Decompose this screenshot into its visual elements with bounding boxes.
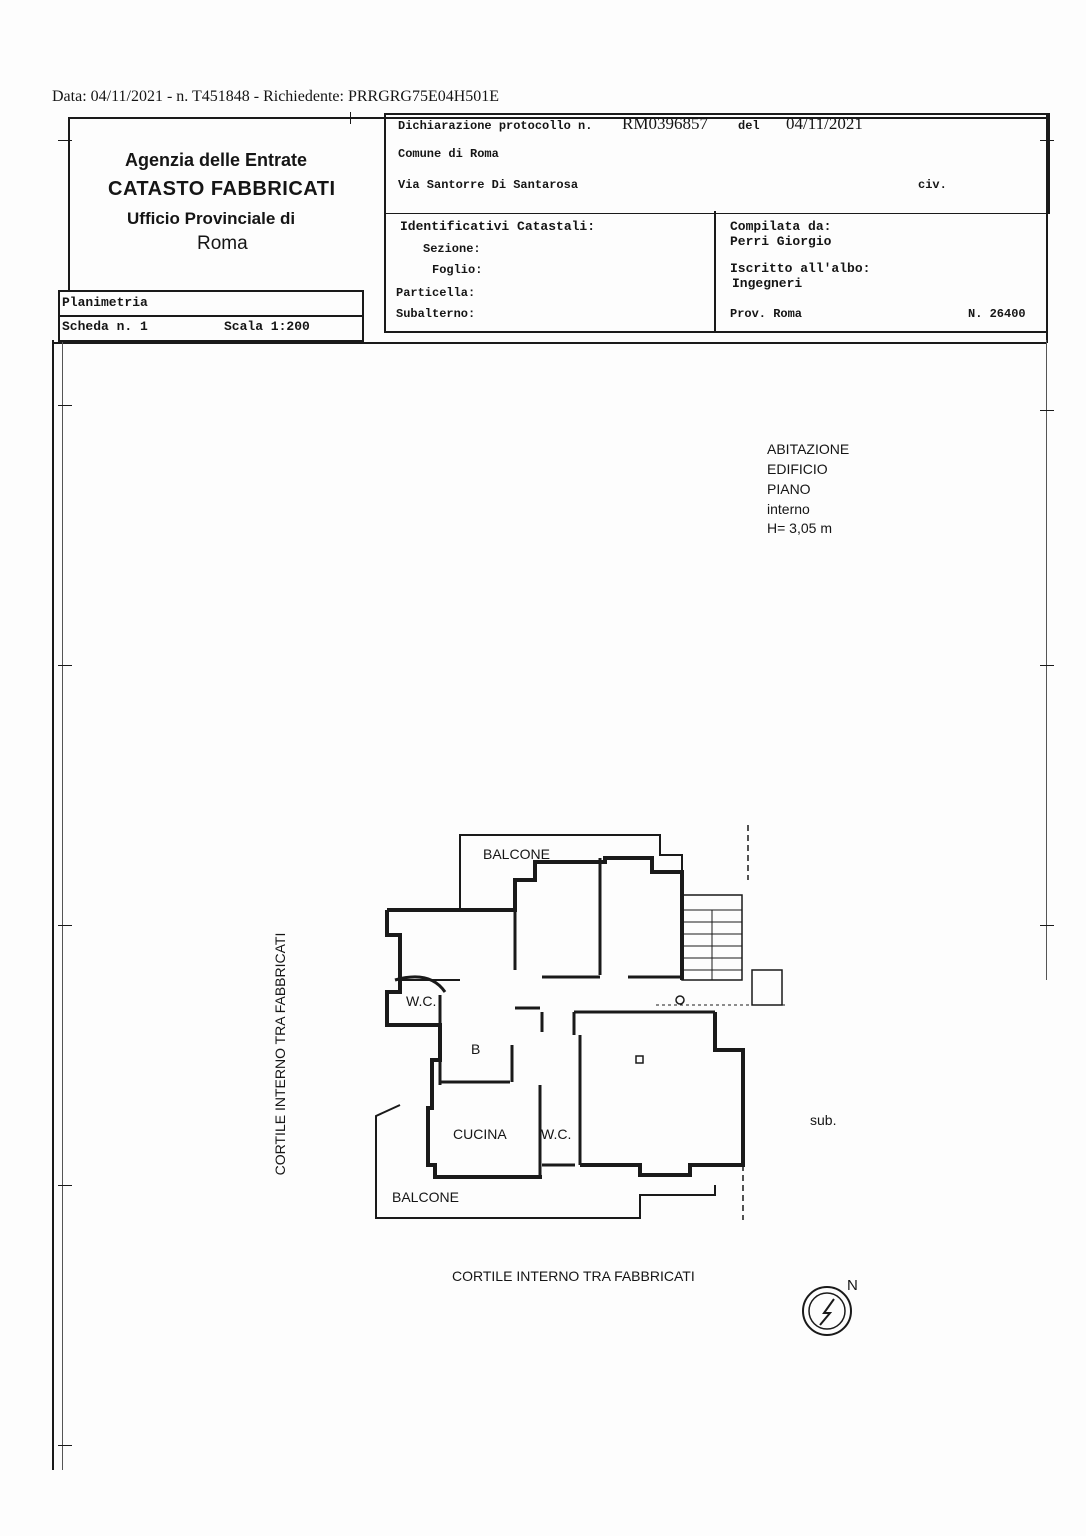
drain: [676, 996, 684, 1004]
tick: [58, 140, 72, 141]
tick: [58, 1445, 72, 1446]
living-room-outline: [580, 1012, 743, 1175]
address-label: Via Santorre Di Santarosa: [398, 178, 579, 192]
foglio-label: Foglio:: [432, 263, 483, 277]
floor-plan: [360, 820, 800, 1220]
registration-number: N. 26400: [968, 307, 1026, 321]
info-edificio: EDIFICIO: [767, 461, 828, 477]
city-label: Roma: [197, 233, 248, 254]
sheet-type: Planimetria: [62, 295, 148, 310]
tick: [58, 665, 72, 666]
info-piano: PIANO: [767, 481, 811, 497]
comune-label: Comune di Roma: [398, 147, 499, 161]
north-label: N: [847, 1277, 858, 1294]
pillar: [636, 1056, 643, 1063]
left-lower-wall: [428, 1030, 542, 1177]
scale-label: Scala 1:200: [224, 319, 310, 334]
info-height: H= 3,05 m: [767, 520, 832, 536]
particella-label: Particella:: [396, 286, 476, 300]
stair-landing: [752, 970, 782, 1005]
balcone-top-label: BALCONE: [483, 846, 550, 862]
tick: [1040, 410, 1054, 411]
cortile-bottom-label: CORTILE INTERNO TRA FABBRICATI: [452, 1268, 695, 1284]
subalterno-label: Subalterno:: [396, 307, 476, 321]
info-interno: interno: [767, 501, 810, 517]
tick: [58, 1185, 72, 1186]
catasto-title: CATASTO FABBRICATI: [108, 178, 336, 200]
frame-left-line: [68, 117, 70, 292]
tick: [58, 405, 72, 406]
ufficio-label: Ufficio Provinciale di: [127, 209, 296, 228]
tick: [1040, 665, 1054, 666]
tick: [350, 112, 351, 124]
compiler-label: Compilata da:: [730, 219, 832, 234]
wc-label-1: W.C.: [406, 993, 437, 1009]
albo-value: Ingegneri: [732, 276, 803, 291]
del-label: del: [738, 119, 760, 133]
protocol-label: Dichiarazione protocollo n.: [398, 119, 593, 133]
page-left-line-2: [62, 340, 63, 1470]
cucina-label: CUCINA: [453, 1126, 507, 1142]
left-wall-outline: [387, 910, 440, 1035]
albo-label: Iscritto all'albo:: [730, 261, 871, 276]
page-right-line: [1046, 340, 1047, 980]
prov-label: Prov. Roma: [730, 307, 803, 321]
wc-label-2: W.C.: [541, 1126, 572, 1142]
agency-name: Agenzia delle Entrate: [125, 150, 308, 170]
sheet-box-divider: [58, 315, 362, 317]
civ-label: civ.: [918, 178, 947, 192]
request-info-line: Data: 04/11/2021 - n. T451848 - Richiedente: PRRGRG75E04H501E: [52, 88, 500, 105]
balcone-bottom-label: BALCONE: [392, 1189, 459, 1205]
page-left-line: [52, 340, 54, 1470]
identifiers-title: Identificativi Catastali:: [400, 219, 596, 234]
sub-label: sub.: [810, 1112, 837, 1128]
info-abitazione: ABITAZIONE: [767, 441, 850, 457]
sezione-label: Sezione:: [423, 242, 481, 256]
header-bottom-line: [52, 342, 1047, 344]
protocol-number: RM0396857: [622, 114, 708, 133]
scheda-label: Scheda n. 1: [62, 319, 148, 334]
tick: [1040, 925, 1054, 926]
stair-treads: [682, 910, 742, 980]
b-label: B: [471, 1041, 481, 1057]
cortile-side-label: CORTILE INTERNO TRA FABBRICATI: [272, 932, 288, 1176]
compiler-name: Perri Giorgio: [730, 234, 832, 249]
upper-wall-outline: [387, 858, 682, 980]
tick: [58, 925, 72, 926]
declaration-date: 04/11/2021: [786, 114, 863, 133]
